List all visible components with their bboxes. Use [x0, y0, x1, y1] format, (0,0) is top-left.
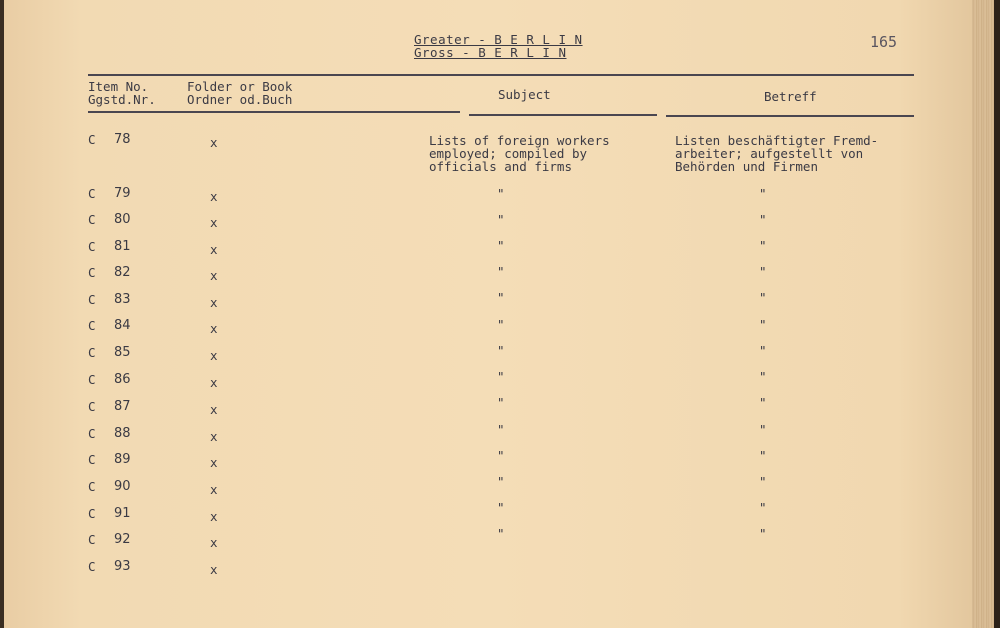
betreff-ditto-mark: " [759, 369, 767, 384]
item-number: 80 [114, 212, 131, 227]
folder-mark: x [210, 242, 218, 257]
subject-ditto-mark: " [497, 238, 505, 253]
betreff-ditto-mark: " [759, 290, 767, 305]
item-prefix: C [88, 132, 96, 147]
item-no-label-de: Ggstd.Nr. [88, 92, 156, 107]
header-line-german: Gross - B E R L I N [414, 45, 567, 60]
item-prefix: C [88, 212, 96, 227]
item-prefix: C [88, 292, 96, 307]
subject-ditto-mark: " [497, 264, 505, 279]
subject-ditto-mark: " [497, 500, 505, 515]
item-number: 85 [114, 345, 131, 360]
folder-mark: x [210, 321, 218, 336]
item-number: 88 [114, 426, 131, 441]
betreff-ditto-mark: " [759, 474, 767, 489]
item-prefix: C [88, 532, 96, 547]
item-prefix: C [88, 186, 96, 201]
column-header-item-no [88, 80, 156, 106]
subject-text: Lists of foreign workers employed; compiled by officials and firms [429, 133, 610, 174]
subject-ditto-mark: " [497, 422, 505, 437]
item-number: 82 [114, 265, 131, 280]
folder-label-de: Ordner od.Buch [187, 92, 293, 107]
betreff-ditto-mark: " [759, 422, 767, 437]
item-prefix: C [88, 345, 96, 360]
subject-ditto-mark: " [497, 212, 505, 227]
betreff-ditto-mark: " [759, 238, 767, 253]
item-prefix: C [88, 399, 96, 414]
item-number: 86 [114, 372, 131, 387]
item-number: 78 [114, 132, 131, 147]
column-header-betreff: Betreff [764, 89, 817, 104]
item-no-label-en: Item No. [88, 79, 149, 94]
folder-mark: x [210, 535, 218, 550]
subject-ditto-mark: " [497, 317, 505, 332]
betreff-ditto-mark: " [759, 264, 767, 279]
item-number: 84 [114, 318, 131, 333]
item-number: 89 [114, 452, 131, 467]
subject-ditto-mark: " [497, 448, 505, 463]
folder-label-en: Folder or Book [187, 79, 293, 94]
folder-mark: x [210, 509, 218, 524]
item-prefix: C [88, 506, 96, 521]
header-line-english: Greater - B E R L I N [414, 32, 583, 47]
header-underline-betreff [666, 115, 914, 117]
subject-ditto-mark: " [497, 369, 505, 384]
item-number: 81 [114, 239, 131, 254]
subject-ditto-mark: " [497, 526, 505, 541]
document-header [414, 33, 594, 59]
subject-ditto-mark: " [497, 290, 505, 305]
item-prefix: C [88, 452, 96, 467]
folder-mark: x [210, 135, 218, 150]
item-prefix: C [88, 479, 96, 494]
column-header-folder [187, 80, 292, 106]
binding-shadow [994, 0, 1000, 628]
subject-ditto-mark: " [497, 186, 505, 201]
top-rule [88, 74, 914, 76]
item-number: 91 [114, 506, 131, 521]
subject-ditto-mark: " [497, 474, 505, 489]
betreff-ditto-mark: " [759, 526, 767, 541]
folder-mark: x [210, 455, 218, 470]
folder-mark: x [210, 295, 218, 310]
folder-mark: x [210, 429, 218, 444]
folder-mark: x [210, 562, 218, 577]
betreff-ditto-mark: " [759, 343, 767, 358]
page-stack-edges [972, 0, 996, 628]
header-underline-left [88, 111, 460, 113]
item-prefix: C [88, 318, 96, 333]
folder-mark: x [210, 189, 218, 204]
item-prefix: C [88, 372, 96, 387]
item-prefix: C [88, 426, 96, 441]
folder-mark: x [210, 348, 218, 363]
betreff-text: Listen beschäftigter Fremd- arbeiter; aufgestellt von Behörden und Firmen [675, 133, 879, 174]
betreff-ditto-mark: " [759, 186, 767, 201]
betreff-ditto-mark: " [759, 395, 767, 410]
folder-mark: x [210, 215, 218, 230]
item-number: 92 [114, 532, 131, 547]
subject-ditto-mark: " [497, 395, 505, 410]
betreff-ditto-mark: " [759, 448, 767, 463]
subject-ditto-mark: " [497, 343, 505, 358]
betreff-ditto-mark: " [759, 500, 767, 515]
item-number: 90 [114, 479, 131, 494]
item-prefix: C [88, 559, 96, 574]
folder-mark: x [210, 482, 218, 497]
item-number: 87 [114, 399, 131, 414]
item-prefix: C [88, 265, 96, 280]
document-page [4, 0, 976, 628]
header-underline-subject [469, 114, 657, 116]
column-header-subject: Subject [498, 87, 551, 102]
item-prefix: C [88, 239, 96, 254]
folder-mark: x [210, 402, 218, 417]
item-number: 79 [114, 186, 131, 201]
folder-mark: x [210, 375, 218, 390]
item-number: 93 [114, 559, 131, 574]
item-number: 83 [114, 292, 131, 307]
betreff-ditto-mark: " [759, 212, 767, 227]
folder-mark: x [210, 268, 218, 283]
page-number: 165 [870, 33, 898, 51]
betreff-ditto-mark: " [759, 317, 767, 332]
